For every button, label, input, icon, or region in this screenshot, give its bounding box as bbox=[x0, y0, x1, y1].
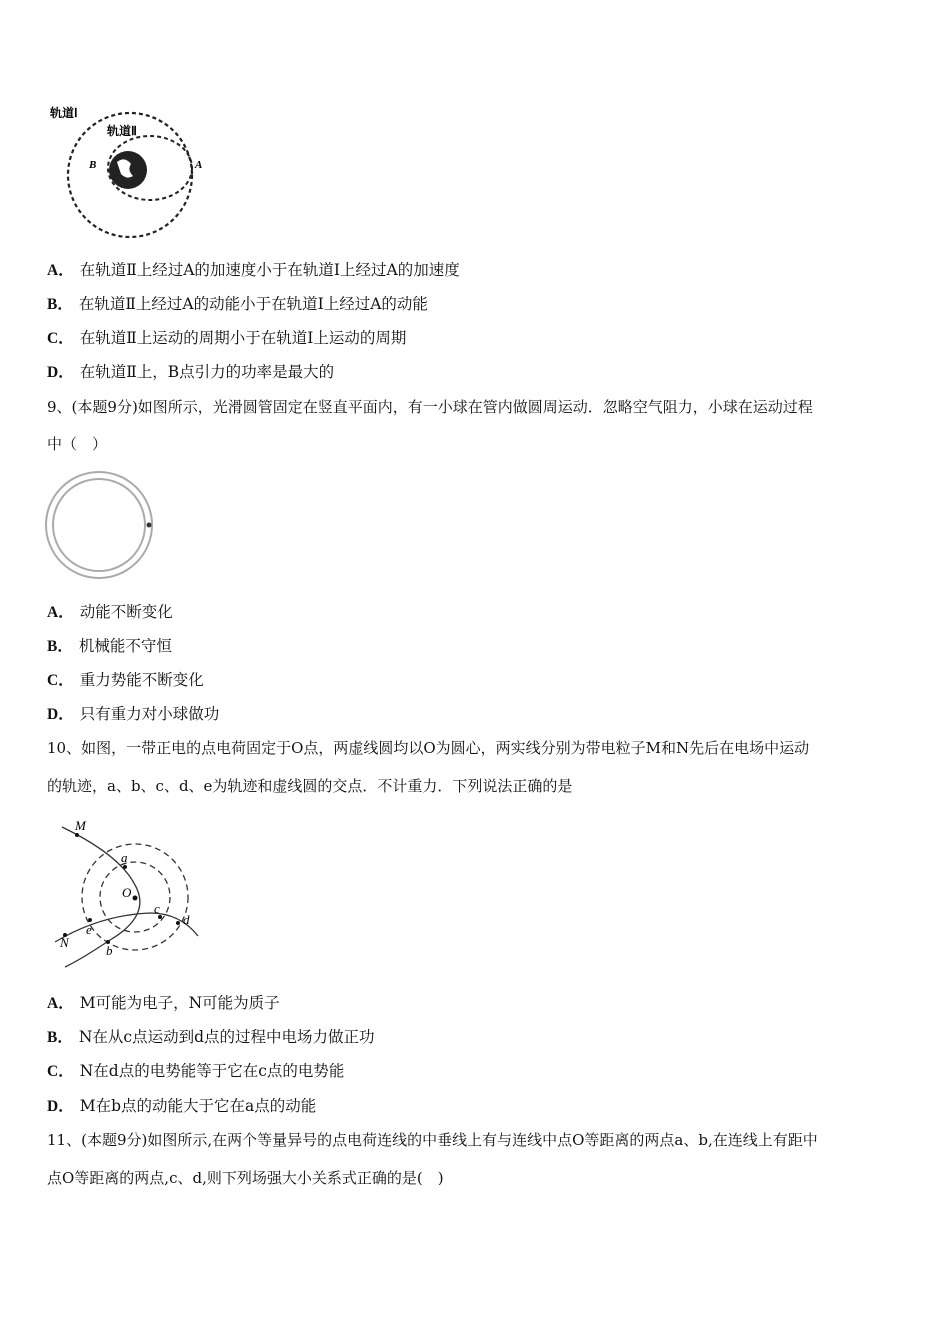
q10-stem-line2: 的轨迹，a、b、c、d、e为轨迹和虚线圆的交点．不计重力．下列说法正确的是 bbox=[47, 777, 573, 795]
label-n: N bbox=[60, 935, 69, 950]
orbit-diagram bbox=[45, 100, 215, 240]
label-b: b bbox=[106, 943, 113, 958]
label-c: c bbox=[154, 901, 160, 916]
option-text: 重力势能不断变化 bbox=[79, 671, 204, 689]
q9-stem-line1: 9、(本题9分)如图所示，光滑圆管固定在竖直平面内，有一小球在管内做圆周运动．忽略空气阻力，小球在运动过程 bbox=[47, 398, 813, 416]
option-text: M在b点的动能大于它在a点的动能 bbox=[79, 1097, 317, 1115]
option-label: C． bbox=[47, 330, 74, 347]
q9-option-a[interactable] bbox=[47, 602, 173, 623]
option-text: 动能不断变化 bbox=[79, 603, 173, 621]
option-label: D． bbox=[47, 364, 74, 381]
circular-tube-diagram bbox=[44, 470, 158, 584]
option-label: A． bbox=[47, 262, 74, 279]
point-b-label: B bbox=[89, 159, 97, 171]
q10-option-d[interactable] bbox=[47, 1096, 316, 1117]
option-text: 在轨道Ⅱ上，B点引力的功率是最大的 bbox=[79, 363, 335, 381]
q9-option-b[interactable] bbox=[47, 636, 172, 657]
label-m: M bbox=[75, 818, 86, 833]
q10-option-a[interactable] bbox=[47, 993, 280, 1014]
q9-option-c[interactable] bbox=[47, 670, 204, 691]
q11-stem-line1: 11、(本题9分)如图所示,在两个等量异号的点电荷连线的中垂线上有与连线中点O等距离的两点a、b,在连线上有距中 bbox=[47, 1131, 818, 1149]
label-e: e bbox=[86, 922, 92, 937]
point-a-label: A bbox=[195, 159, 203, 171]
option-label: B． bbox=[47, 638, 73, 655]
option-label: C． bbox=[47, 1063, 74, 1080]
orbit1-label: 轨道Ⅰ bbox=[50, 106, 78, 120]
q8-option-d[interactable] bbox=[47, 362, 334, 383]
label-a: a bbox=[121, 850, 128, 865]
option-label: B． bbox=[47, 296, 73, 313]
q8-option-b[interactable] bbox=[47, 294, 428, 315]
q10-stem-line1: 10、如图，一带正电的点电荷固定于O点，两虚线圆均以O为圆心，两实线分别为带电粒子M和N先后在电场中运动 bbox=[47, 739, 810, 757]
q9-stem-line2: 中（ ） bbox=[47, 435, 108, 453]
option-text: 在轨道Ⅱ上运动的周期小于在轨道Ⅰ上运动的周期 bbox=[79, 329, 407, 347]
option-label: D． bbox=[47, 1098, 74, 1115]
option-label: A． bbox=[47, 995, 74, 1012]
option-text: N在从c点运动到d点的过程中电场力做正功 bbox=[78, 1028, 375, 1046]
option-text: 在轨道Ⅱ上经过A的动能小于在轨道Ⅰ上经过A的动能 bbox=[78, 295, 428, 313]
electric-field-diagram bbox=[40, 810, 220, 980]
q8-option-c[interactable] bbox=[47, 328, 406, 349]
option-label: B． bbox=[47, 1029, 73, 1046]
q8-option-a[interactable] bbox=[47, 260, 460, 281]
option-label: A． bbox=[47, 604, 74, 621]
option-text: 在轨道Ⅱ上经过A的加速度小于在轨道Ⅰ上经过A的加速度 bbox=[79, 261, 460, 279]
option-text: 只有重力对小球做功 bbox=[79, 705, 220, 723]
option-text: 机械能不守恒 bbox=[78, 637, 172, 655]
option-text: N在d点的电势能等于它在c点的电势能 bbox=[79, 1062, 345, 1080]
option-text: M可能为电子，N可能为质子 bbox=[79, 994, 280, 1012]
label-d: d bbox=[183, 912, 190, 927]
q10-option-c[interactable] bbox=[47, 1061, 344, 1082]
option-label: D． bbox=[47, 706, 74, 723]
q9-option-d[interactable] bbox=[47, 704, 219, 725]
orbit2-label: 轨道Ⅱ bbox=[107, 124, 137, 138]
label-o: O bbox=[122, 885, 132, 900]
option-label: C． bbox=[47, 672, 74, 689]
q10-option-b[interactable] bbox=[47, 1027, 375, 1048]
q11-stem-line2: 点O等距离的两点,c、d,则下列场强大小关系式正确的是( ) bbox=[47, 1169, 444, 1187]
ball-icon bbox=[147, 523, 152, 528]
